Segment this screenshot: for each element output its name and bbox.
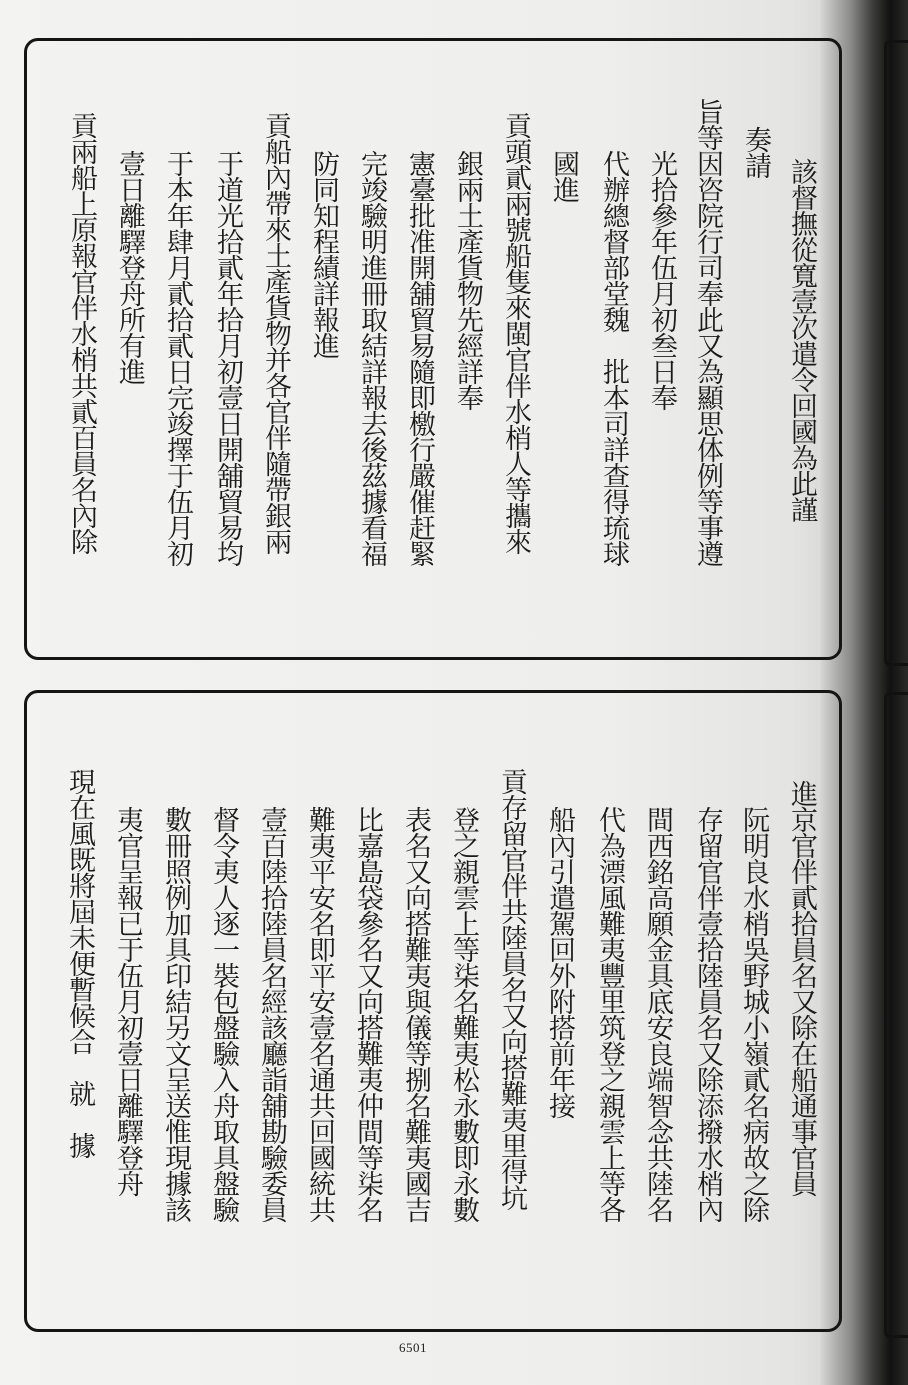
text-column: 進京官伴貳拾員名又除在船通事官員 xyxy=(786,780,817,1196)
text-column: 貢船內帶來土產貨物并各官伴隨帶銀兩 xyxy=(260,112,291,554)
text-column: 貢兩船上原報官伴水梢共貳百員名內除 xyxy=(66,112,97,554)
text-column: 數冊照例加具印結另文呈送惟現據該 xyxy=(160,806,191,1222)
text-column: 貢頭貳兩號船隻來閩官伴水梢人等攜來 xyxy=(500,112,531,554)
text-column: 表名又向搭難夷與儀等捌名難夷國吉 xyxy=(400,806,431,1222)
text-column: 旨等因咨院行司奉此又為顯思体例等事遵 xyxy=(692,98,723,566)
text-column: 難夷平安名即平安壹名通共回國統共 xyxy=(304,806,335,1222)
text-column: 存留官伴壹拾陸員名又除添撥水梢內 xyxy=(692,806,723,1222)
text-column: 阮明良水梢吳野城小嶺貳名病故之除 xyxy=(738,806,769,1222)
text-column: 光拾參年伍月初叁日奉 xyxy=(646,150,677,410)
adjacent-page-frame-top xyxy=(884,40,908,666)
text-column: 奏請 xyxy=(740,126,771,178)
text-column: 于道光拾貳年拾月初壹日開舖貿易均 xyxy=(212,150,243,566)
page-number: 6501 xyxy=(399,1340,427,1355)
text-column: 國進 xyxy=(548,150,579,202)
text-column: 間西銘高願金具底安良端智念共陸名 xyxy=(642,806,673,1222)
text-column: 督令夷人逐一裝包盤驗入舟取具盤驗 xyxy=(208,806,239,1222)
text-column: 完竣驗明進冊取結詳報去後茲據看福 xyxy=(356,150,387,566)
text-column: 于本年肆月貳拾貳日完竣擇于伍月初 xyxy=(162,150,193,566)
adjacent-page-frame-bottom xyxy=(884,692,908,1338)
text-column: 船內引遣駕回外附搭前年接 xyxy=(544,806,575,1118)
text-column: 代辦總督部堂魏 批本司詳查得琉球 xyxy=(598,150,629,566)
text-column: 比嘉島袋參名又向搭難夷仲間等柒名 xyxy=(352,806,383,1222)
text-column: 壹日離驛登舟所有進 xyxy=(114,150,145,384)
text-column: 夷官呈報已于伍月初壹日離驛登舟 xyxy=(112,806,143,1196)
text-column: 壹百陸拾陸員名經該廳詣舖勘驗委員 xyxy=(256,806,287,1222)
text-column: 貢存留官伴共陸員名又向搭難夷里得坑 xyxy=(496,768,527,1210)
text-column: 該督撫從寬壹次遣令回國為此謹 xyxy=(786,158,817,522)
text-column: 現在風既將屆未便暫候合 就 據 xyxy=(64,768,95,1158)
text-column: 銀兩土產貨物先經詳奉 xyxy=(452,150,483,410)
text-column: 防同知程績詳報進 xyxy=(308,150,339,358)
text-column: 憲臺批准開舖貿易隨即檄行嚴催赶緊 xyxy=(404,150,435,566)
text-column: 登之親雲上等柒名難夷松永數即永數 xyxy=(448,806,479,1222)
text-column: 代為漂風難夷豐里筑登之親雲上等各 xyxy=(594,806,625,1222)
